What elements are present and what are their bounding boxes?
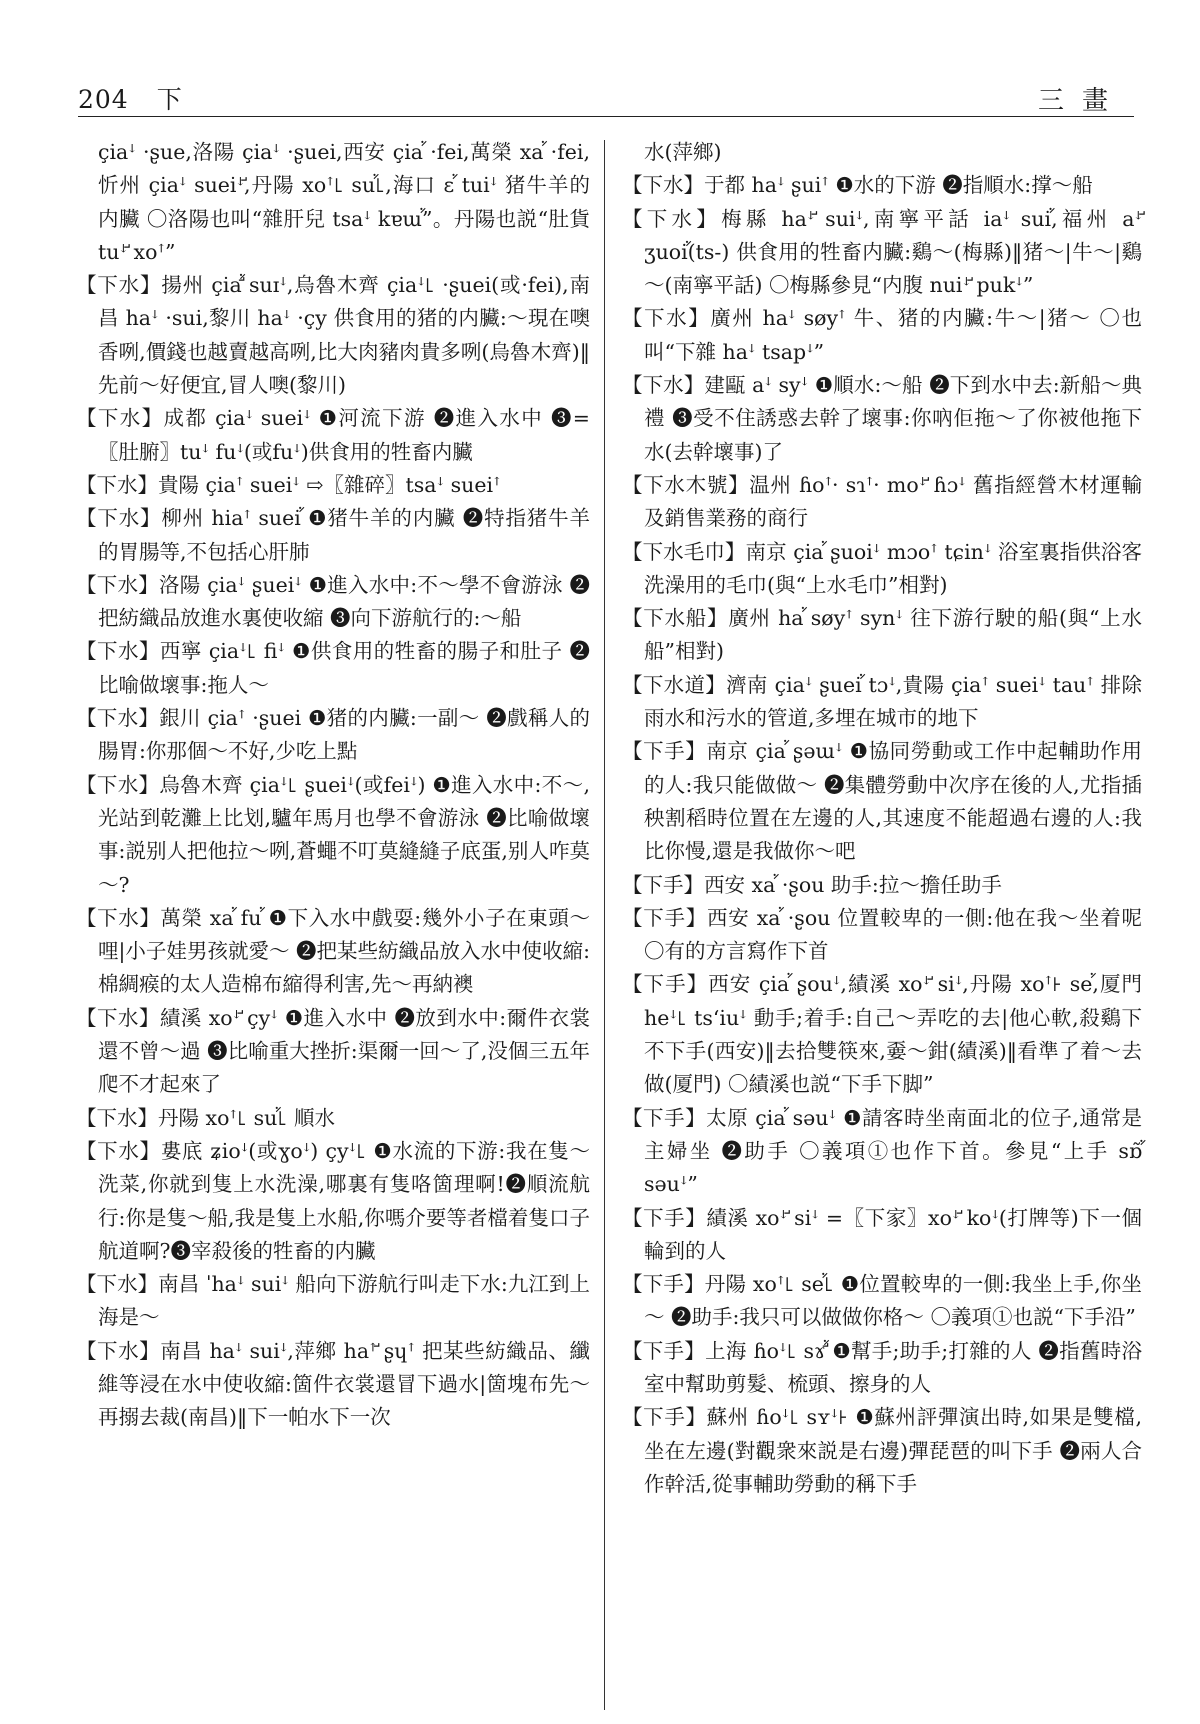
dictionary-entry: 【下手】蘇州 ɦoꜜ꜖ sʏꜜ꜔ ❶蘇州評彈演出時,如果是雙檔,坐在左邊(對觀衆來説是右邊)彈琵琶的叫下手 ❷兩人合作幹活,從事輔助勞動的稱下手 [622,1405,1142,1496]
dictionary-entry: 【下手】西安 çiaꜘ ʂouꜜ,績溪 xoꜜꜚ siꜜ,丹陽 xoꜛ꜔ seꜘ,厦門 heꜜ꜖ tsʻiuꜜ 動手;着手:自己～弄吃的去|他心軟,殺鷄下不下手(西安)‖去拾雙筷來,嫑～鉗(績溪)‖看準了着～去做(厦門) 〇績溪也説“下手下脚” [622,972,1142,1097]
dictionary-entry: 【下水】南昌 haꜜ suiꜜ,萍鄉 haꜛꜚ ʂɥꜛ 把某些紡織品、纖維等浸在水中使收縮:箇件衣裳還冒下過水|箇塊布先～再搦去裁(南昌)‖下一帕水下一次 [76,1338,590,1430]
header-left [78,80,211,116]
dictionary-entry: 【下水道】濟南 çiaꜜ ʂueiꜘ tɔꜜ,貴陽 çiaꜛ sueiꜜ tauꜛ 排除雨水和污水的管道,多埋在城市的地下 [622,672,1142,731]
dictionary-entry: 【下水】成都 çiaꜜ sueiꜜ ❶河流下游 ❷進入水中 ❸=〖肚腑〗tuꜜ fuꜜ(或fuꜜ)供食用的牲畜内臟 [76,406,590,464]
dictionary-entry: 【下水】銀川 çiaꜛ ·ʂuei ❶猪的内臟:一副～ ❷戲稱人的腸胃:你那個～不好,少吃上點 [76,706,590,764]
dictionary-entry: 【下水船】廣州 haꜘ søyꜛ synꜜ 往下游行駛的船(與“上水船”相對) [622,606,1142,664]
dictionary-entry: 【下水】建甌 aꜜ syꜜ ❶順水:～船 ❷下到水中去:新船～典禮 ❸受不住誘惑去幹了壞事:你吶佢拖～了你被他拖下水(去幹壞事)了 [622,373,1142,464]
header-rule [78,116,1134,117]
dictionary-entry: 【下水】烏魯木齊 çiaꜜ꜖ ʂueiꜜ(或feiꜜ) ❶進入水中:不～,光站到乾灘上比划,驢年馬月也學不會游泳 ❷比喻做壞事:説别人把他拉～咧,蒼蠅不叮莫縫縫子底蛋,别人咋莫～? [76,772,590,897]
dictionary-entry: 【下水】南昌 ˈhaꜜ suiꜜ 船向下游航行叫走下水:九江到上海是～ [76,1272,590,1330]
dictionary-entry: 【下手】西安 xaꜘ ·ʂou 位置較卑的一側:他在我～坐着呢 〇有的方言寫作下首 [622,905,1142,964]
dictionary-entry: 【下水】績溪 xoꜜꜚ çyꜜ ❶進入水中 ❷放到水中:爾件衣裳還不曾～過 ❸比喻重大挫折:渠爾一回～了,没個三五年爬不才起來了 [76,1005,590,1097]
dictionary-entry: 【下水】柳州 hiaꜛ sueiꜘ ❶猪牛羊的内臟 ❷特指猪牛羊的胃腸等,不包括心肝肺 [76,506,590,564]
dictionary-entry: 【下水】于都 haꜜ ʂuiꜛ ❶水的下游 ❷指順水:撑～船 [622,173,1093,198]
dictionary-entry: 【下水】西寧 çiaꜜ꜖ fiꜜ ❶供食用的牲畜的腸子和肚子 ❷比喻做壞事:拖人～ [76,639,590,697]
dictionary-entry: 【下手】西安 xaꜘ ·ʂou 助手:拉～擔任助手 [622,872,1002,897]
dictionary-entry: 【下水】梅縣 haꜜꜚ suiꜜ,南寧平話 iaꜜ suiꜘ,福州 aꜜꜚ ʒuoiꜘ(ts-) 供食用的牲畜内臟:鷄～(梅縣)‖猪～|牛～|鷄～(南寧平話) 〇梅縣參見“内腹 nuiꜜꜚ pukꜜ” [622,206,1142,298]
page-number: 204 [78,85,129,114]
dictionary-entry: 【下手】太原 çiaꜘ səuꜜ ❶請客時坐南面北的位子,通常是主婦坐 ❷助手 〇義項①也作下首。參見“上手 sɒ̃ꜘ səuꜜ” [622,1105,1142,1197]
dictionary-entry: 【下水】貴陽 çiaꜛ sueiꜜ ⇨〖雜碎〗tsaꜜ sueiꜛ [76,472,501,497]
dictionary-entry: 【下手】南京 çiaꜘ ʂəɯꜜ ❶協同勞動或工作中起輔助作用的人:我只能做做～ ❷集體勞動中次序在後的人,尤指插秧割稻時位置在左邊的人,其速度不能超過右邊的人:我比你慢,還是我做你～吧 [622,739,1142,864]
dictionary-entry: 【下水】丹陽 xoꜛ꜖ suꜘ꜖ 順水 [76,1105,335,1130]
dictionary-entry: 【下水】廣州 haꜜ søyꜛ 牛、猪的内臟:牛～|猪～ 〇也叫“下雜 haꜜ tsapꜜ” [622,306,1142,364]
dictionary-entry: 水(萍鄉) [644,140,722,164]
dictionary-entry: 【下水木號】温州 ɦoꜛ· sɿꜛ· moꜜꜚ ɦɔꜜ 舊指經營木材運輸及銷售業務的商行 [622,472,1142,531]
dictionary-entry: 【下手】績溪 xoꜜꜚ siꜜ =〖下家〗xoꜜꜚ koꜜ(打牌等)下一個輪到的人 [622,1205,1142,1263]
dictionary-entry: 【下水】揚州 çiaꜘꜚ suɪꜜ,烏魯木齊 çiaꜜ꜖ ·ʂuei(或·fei),南昌 haꜜ ·sui,黎川 haꜜ ·çy 供食用的猪的内臟:～現在噢香咧,價錢也越賣越高咧,比大肉豬肉貴多咧(烏魯木齊)‖先前～好便宜,冒人噢(黎川) [76,273,590,398]
dictionary-entry: 【下手】上海 ɦoꜜ꜖ sɤꜘꜚ ❶幫手;助手;打雜的人 ❷指舊時浴室中幫助剪髮、梳頭、擦身的人 [622,1338,1142,1396]
dictionary-entry: 【下水】婁底 ʑioꜜ(或ɣoꜜ) çyꜜ꜖ ❶水流的下游:我在隻～洗菜,你就到隻上水洗澡,哪裏有隻咯箇理啊!❷順流航行:你是隻～船,我是隻上水船,你嗎介要等者檔着隻口子航道啊?❸宰殺後的牲畜的内臟 [76,1138,590,1263]
right-column [622,136,1142,1501]
dictionary-entry: çiaꜜ ·ʂue,洛陽 çiaꜜ ·ʂuei,西安 çiaꜘ ·fei,萬榮 xaꜘ ·fei,忻州 çiaꜜ sueiꜜꜚ,丹陽 xoꜛ꜖ suꜘ꜖,海口 ɛꜘ tuiꜜ 猪牛羊的内臟 〇洛陽也叫“雜肝兒 tsaꜜ kɐɯꜘ”。丹陽也説“肚貨 tuꜜꜚ xoꜛ” [98,140,590,264]
dictionary-entry: 【下水毛巾】南京 çiaꜘ ʂuoiꜜ mɔoꜛ tɕinꜜ 浴室裏指供浴客洗澡用的毛巾(與“上水毛巾”相對) [622,539,1142,597]
head-character: 下 [156,85,183,114]
section-label: 三畫 [1037,86,1126,116]
running-header [78,72,1134,116]
column-divider [604,140,605,1710]
left-column [76,136,590,1435]
dictionary-entry: 【下手】丹陽 xoꜛ꜖ seꜘ꜖ ❶位置較卑的一側:我坐上手,你坐～ ❷助手:我只可以做做你格～ 〇義項①也説“下手沿” [622,1272,1142,1330]
dictionary-entry: 【下水】洛陽 çiaꜜ ʂueiꜜ ❶進入水中:不～學不會游泳 ❷把紡織品放進水裏使收縮 ❸向下游航行的:～船 [76,572,590,631]
dictionary-entry: 【下水】萬榮 xaꜘ fuꜘ ❶下入水中戲耍:幾外小子在東頭～哩|小子娃男孩就愛～ ❷把某些紡織品放入水中使收縮:棉綢瘊的太人造棉布縮得利害,先～再納襖 [76,905,590,997]
